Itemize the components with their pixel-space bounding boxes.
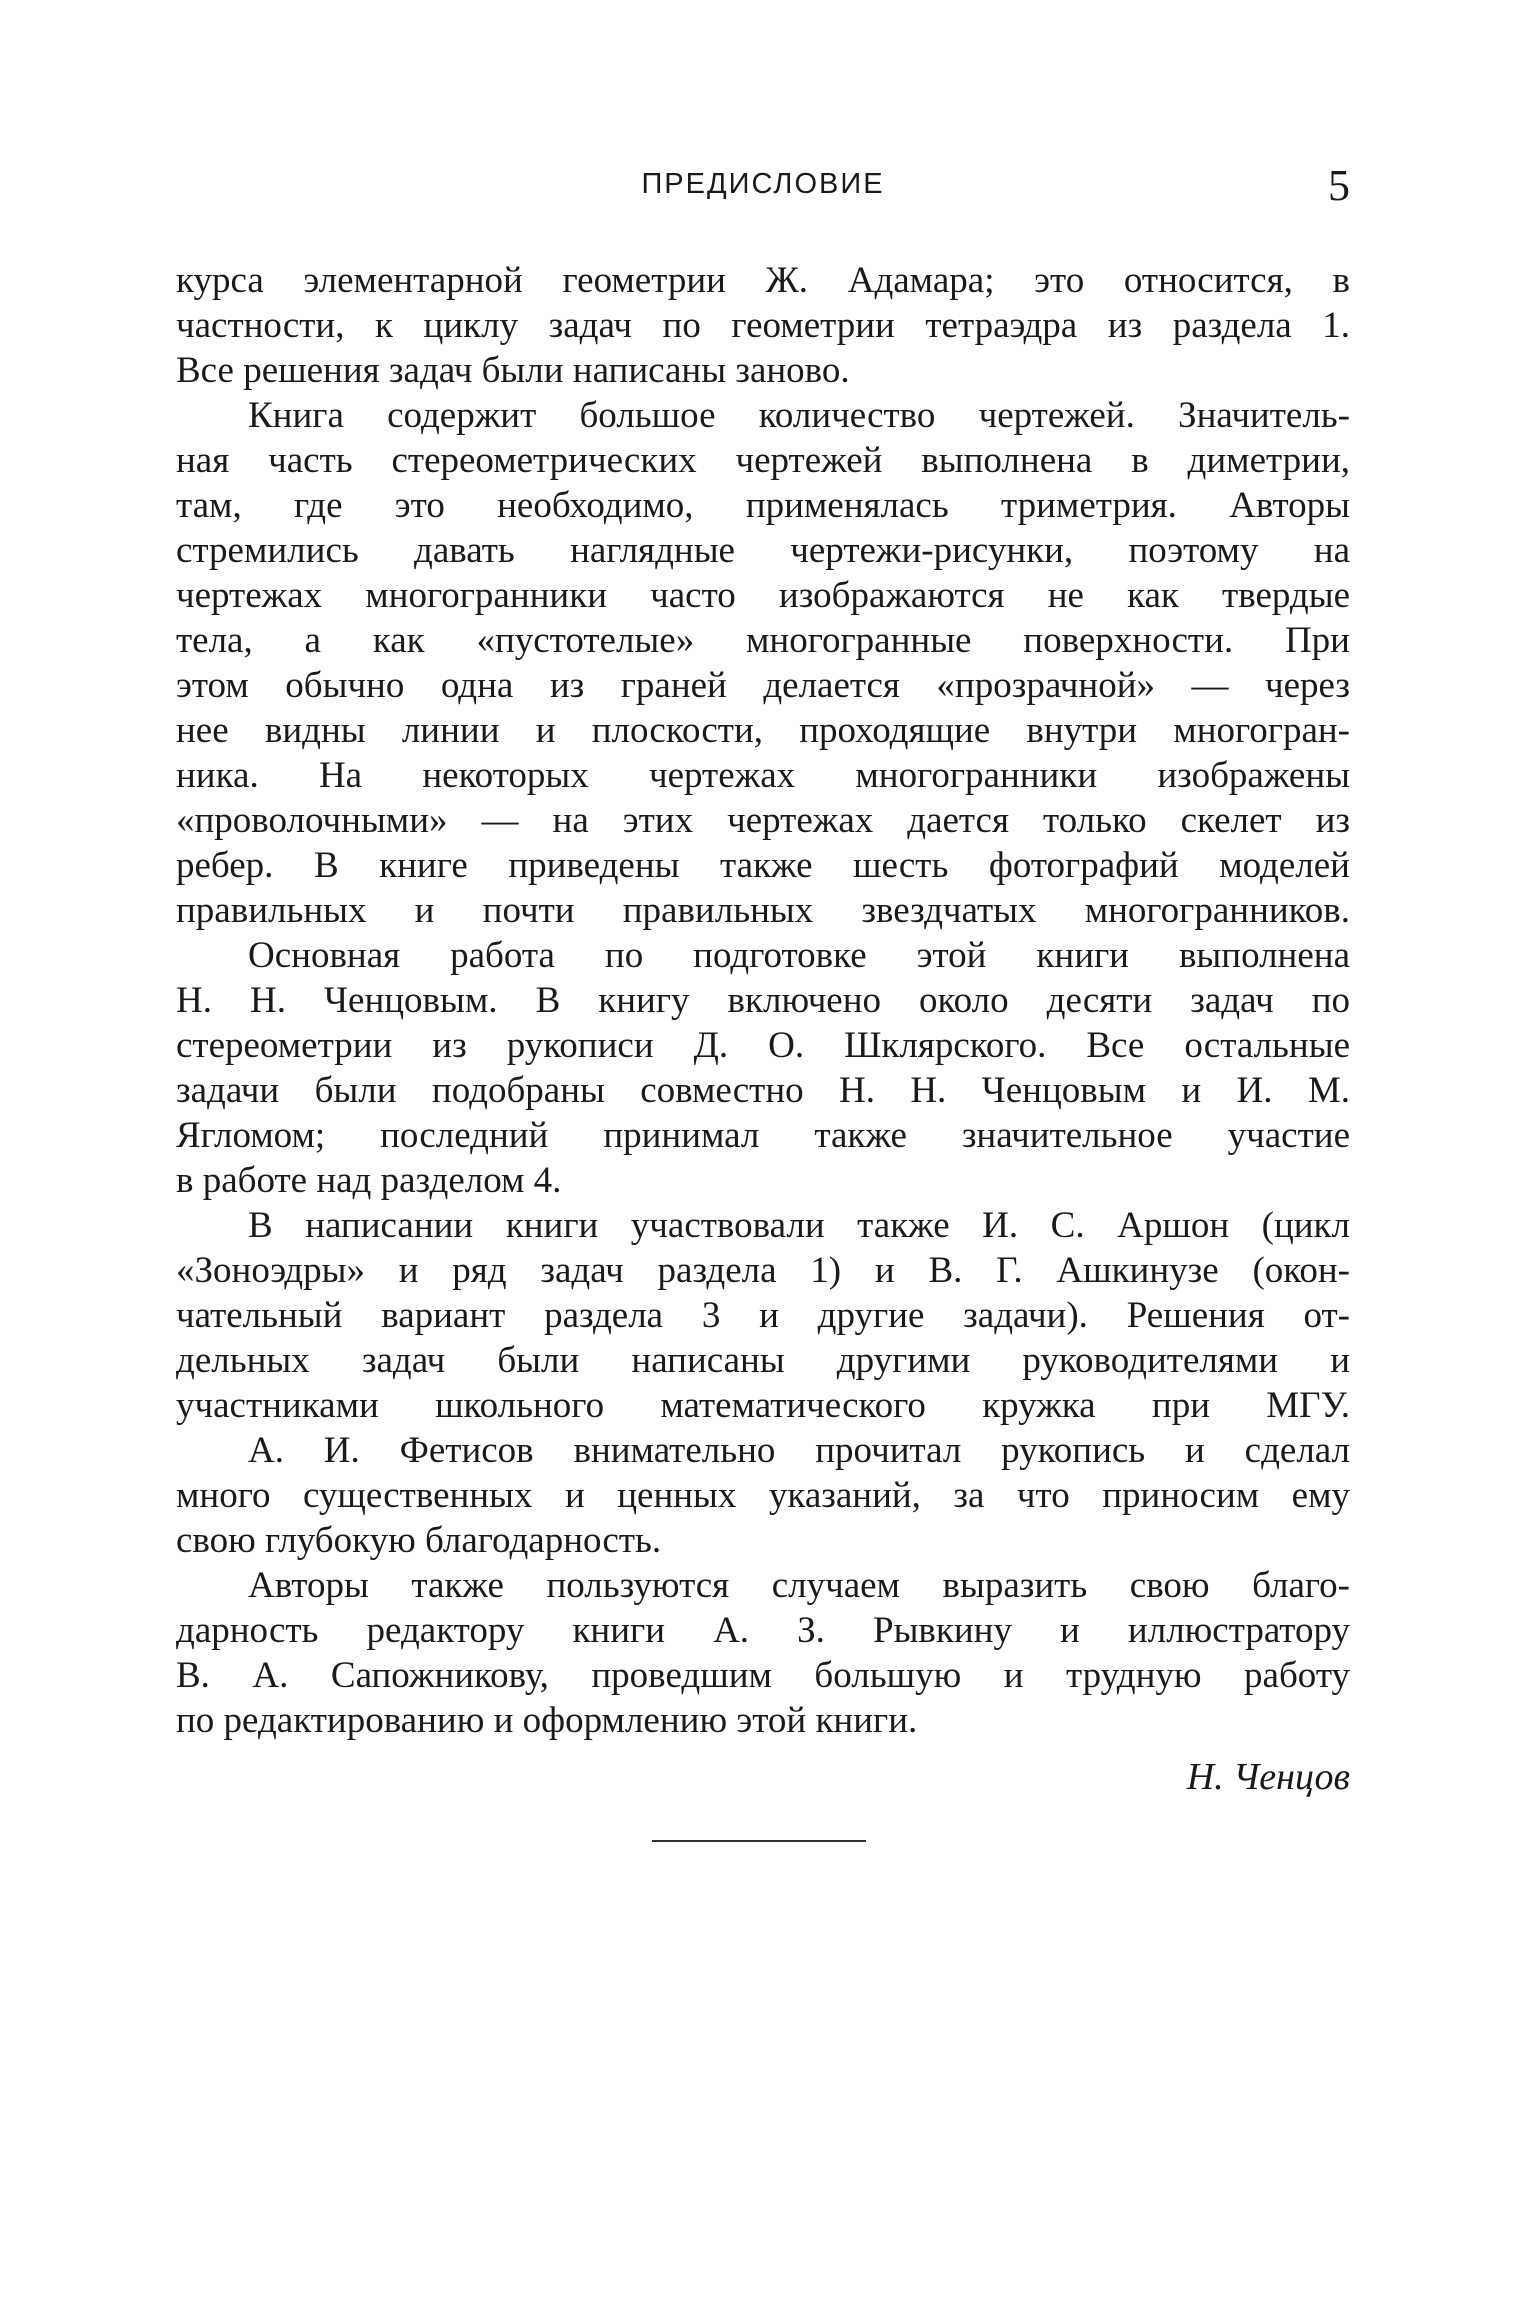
text-line: участниками школьного математического кружка при МГУ. bbox=[176, 1385, 1350, 1426]
text-line: частности, к циклу задач по геометрии тетраэдра из раздела 1. bbox=[176, 305, 1350, 346]
text-line: стереометрии из рукописи Д. О. Шклярского. Все остальные bbox=[176, 1025, 1350, 1066]
page-number: 5 bbox=[1328, 161, 1350, 210]
text-line: ника. На некоторых чертежах многогранники изображены bbox=[176, 755, 1350, 796]
end-rule bbox=[652, 1840, 866, 1842]
text-line: А. И. Фетисов внимательно прочитал рукопись и сделал bbox=[248, 1430, 1350, 1471]
text-line: дельных задач были написаны другими руководителями и bbox=[176, 1340, 1350, 1381]
text-line: ная часть стереометрических чертежей выполнена в диметрии, bbox=[176, 440, 1350, 481]
text-line: нее видны линии и плоскости, проходящие внутри многогран- bbox=[176, 710, 1350, 751]
text-line: в работе над разделом 4. bbox=[176, 1160, 562, 1201]
text-line: чертежах многогранники часто изображаются не как твердые bbox=[176, 575, 1350, 616]
text-line: задачи были подобраны совместно Н. Н. Ченцовым и И. М. bbox=[176, 1070, 1350, 1111]
text-line: дарность редактору книги А. З. Рывкину и иллюстратору bbox=[176, 1610, 1350, 1651]
text-line: стремились давать наглядные чертежи-рисунки, поэтому на bbox=[176, 530, 1350, 571]
text-line: Все решения задач были написаны заново. bbox=[176, 350, 850, 391]
text-line: Ягломом; последний принимал также значительное участие bbox=[176, 1115, 1350, 1156]
text-line: Авторы также пользуются случаем выразить свою благо- bbox=[248, 1565, 1350, 1606]
text-line: Н. Н. Ченцовым. В книгу включено около десяти задач по bbox=[176, 980, 1350, 1021]
text-line: «проволочными» — на этих чертежах дается только скелет из bbox=[176, 800, 1350, 841]
text-line: там, где это необходимо, применялась триметрия. Авторы bbox=[176, 485, 1350, 526]
text-line: ребер. В книге приведены также шесть фотографий моделей bbox=[176, 845, 1350, 886]
text-line: В. А. Сапожникову, проведшим большую и трудную работу bbox=[176, 1655, 1350, 1696]
text-line: Основная работа по подготовке этой книги выполнена bbox=[248, 935, 1350, 976]
text-line: тела, а как «пустотелые» многогранные поверхности. При bbox=[176, 620, 1350, 661]
text-line: свою глубокую благодарность. bbox=[176, 1520, 662, 1561]
preface-text bbox=[176, 258, 1350, 1743]
text-line: «Зоноэдры» и ряд задач раздела 1) и В. Г. Ашкинузе (окон- bbox=[176, 1250, 1350, 1291]
text-line: по редактированию и оформлению этой книги. bbox=[176, 1700, 918, 1741]
running-head bbox=[176, 160, 1350, 210]
text-line: правильных и почти правильных звездчатых многогранников. bbox=[176, 890, 1350, 931]
text-line: В написании книги участвовали также И. С. Аршон (цикл bbox=[248, 1205, 1350, 1246]
running-title: ПРЕДИСЛОВИЕ bbox=[641, 168, 885, 200]
text-line: Книга содержит большое количество чертежей. Значитель- bbox=[248, 395, 1350, 436]
text-line: этом обычно одна из граней делается «прозрачной» — через bbox=[176, 665, 1350, 706]
author-signature: Н. Ченцов bbox=[1186, 1756, 1350, 1798]
text-line: чательный вариант раздела 3 и другие задачи). Решения от- bbox=[176, 1295, 1350, 1336]
text-line: курса элементарной геометрии Ж. Адамара; это относится, в bbox=[176, 260, 1350, 301]
text-line: много существенных и ценных указаний, за что приносим ему bbox=[176, 1475, 1350, 1516]
